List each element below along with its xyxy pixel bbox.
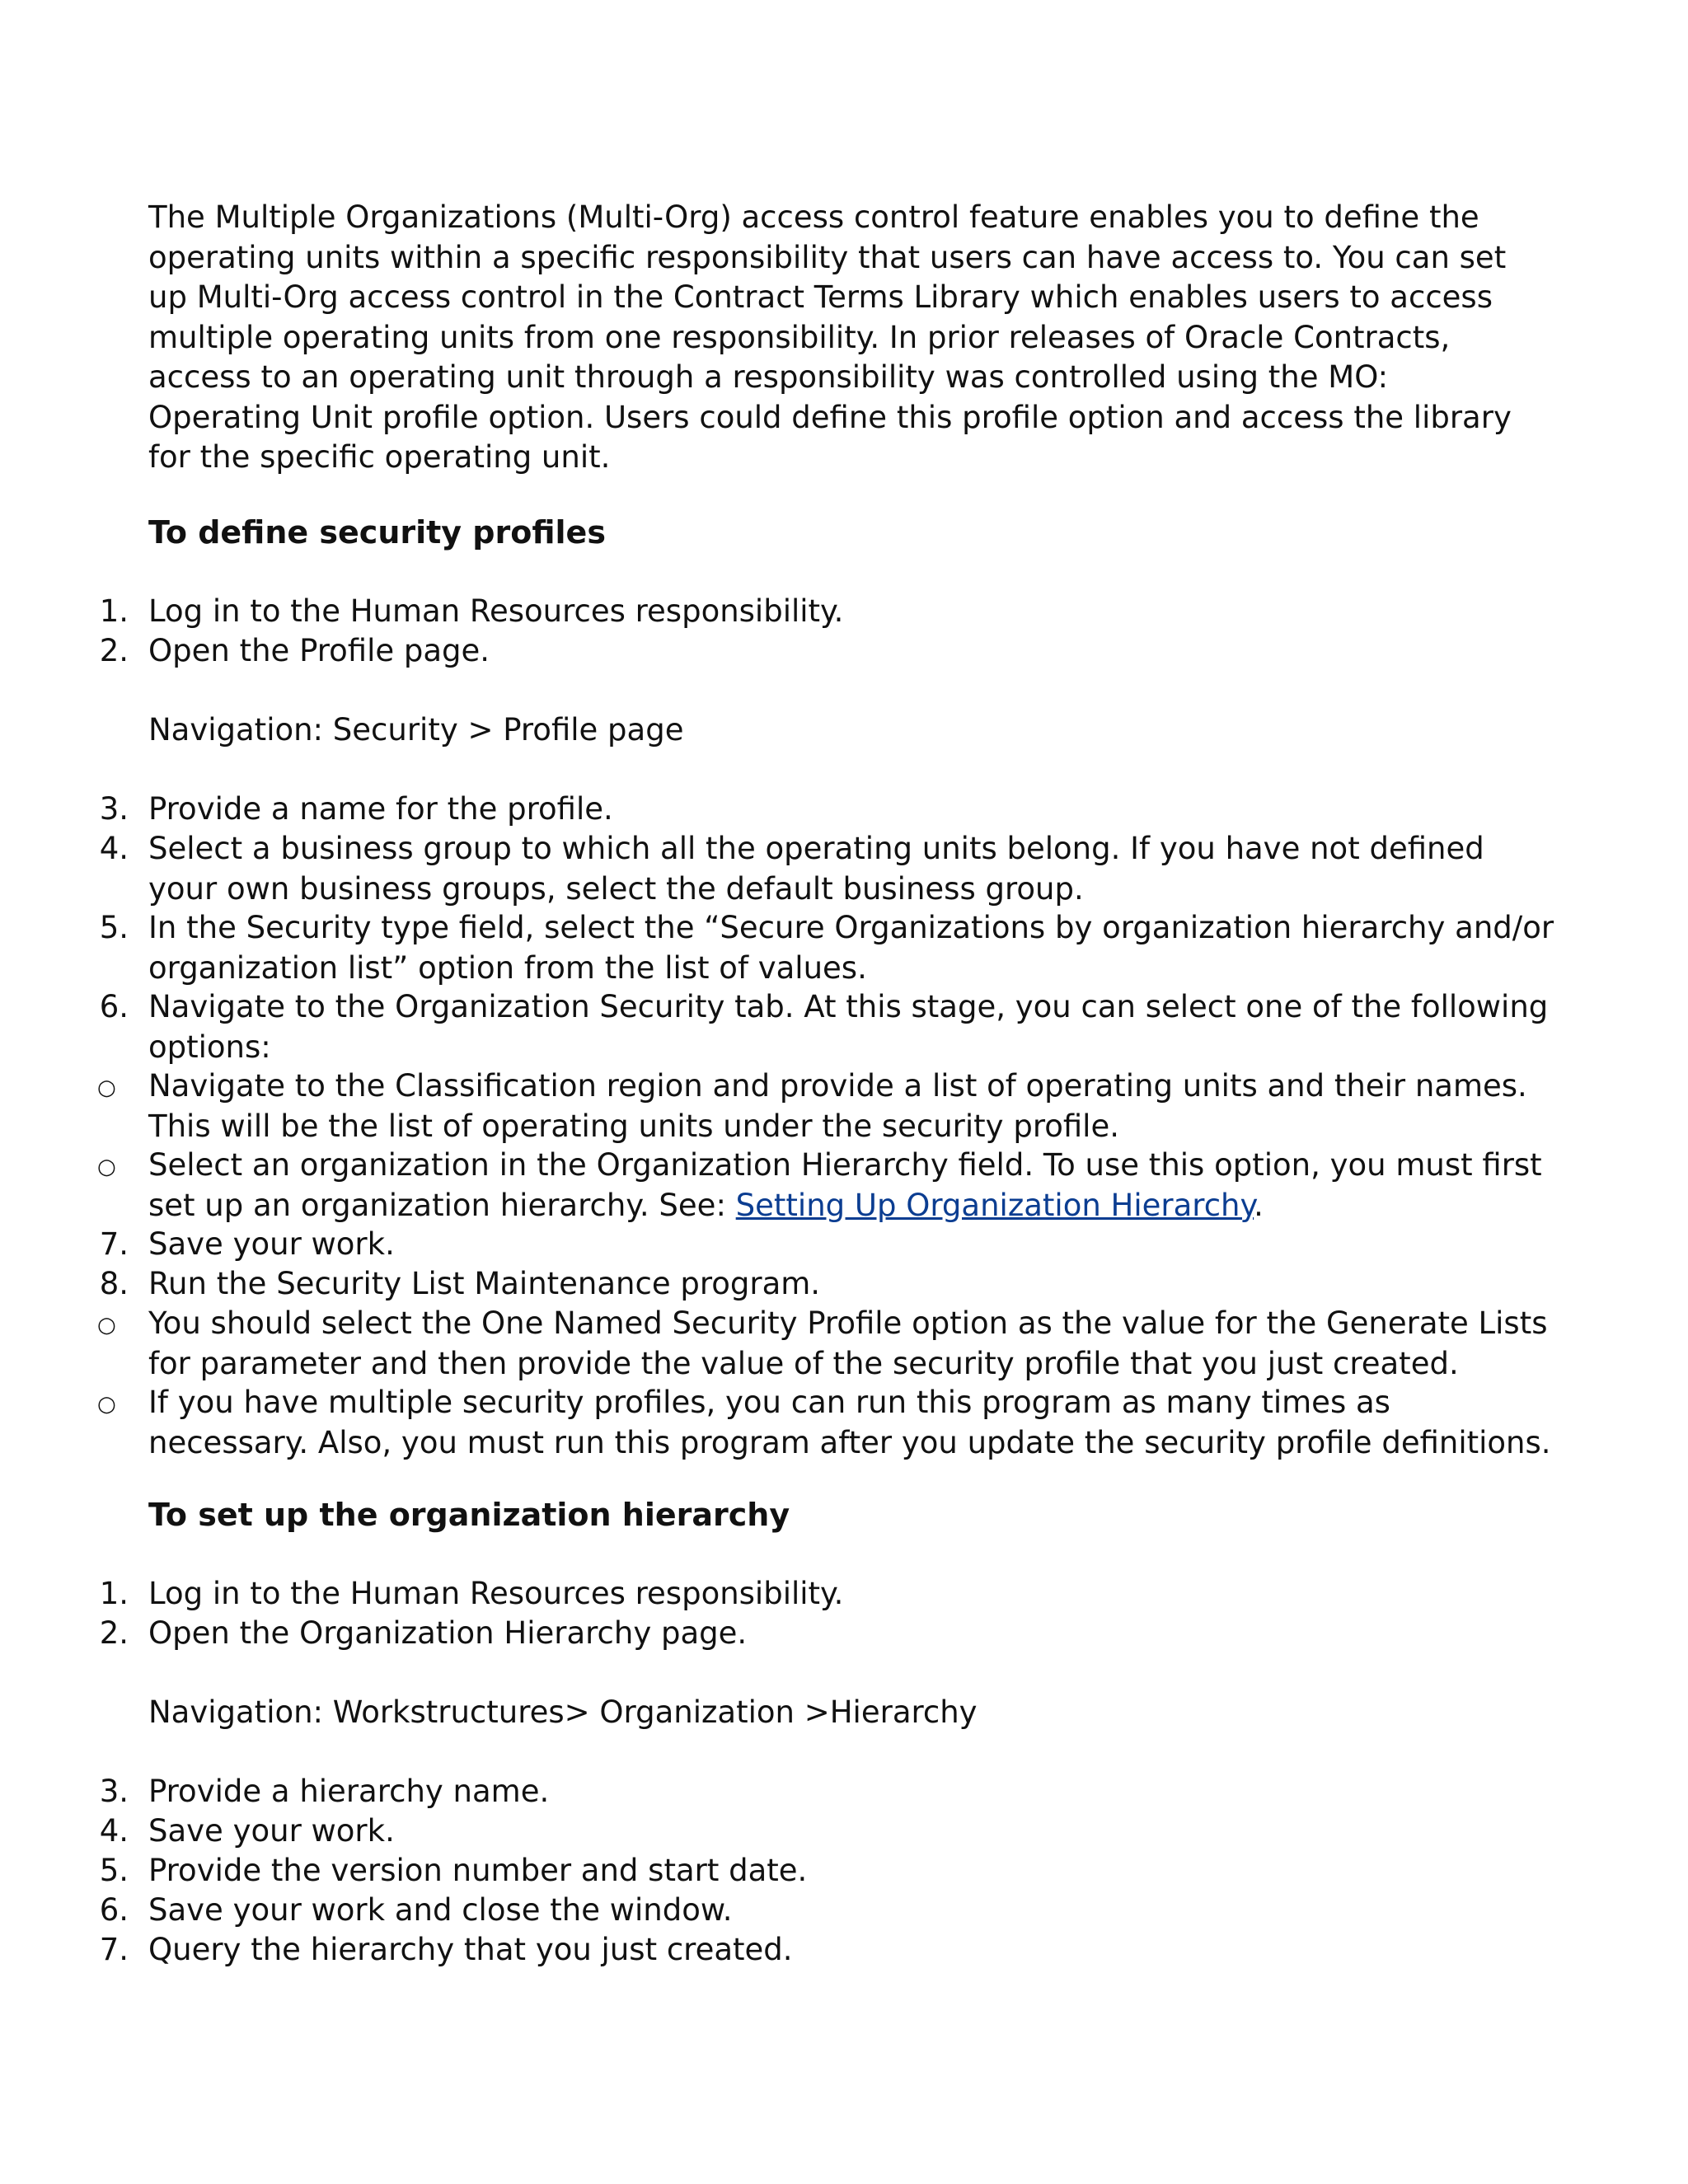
list-item-text: Select a business group to which all the operating units belong. If you have not defined your own business groups, select the default business group. xyxy=(148,831,1484,907)
list-item xyxy=(99,631,1558,672)
list-item-text: Run the Security List Maintenance program. xyxy=(148,1266,821,1301)
list-number: 1. xyxy=(99,1576,129,1611)
list-item-text: Save your work and close the window. xyxy=(148,1892,733,1928)
list-number: 2. xyxy=(99,1615,129,1651)
list-item-text: Log in to the Human Resources responsibility. xyxy=(148,1576,844,1611)
list-item-text: Query the hierarchy that you just created. xyxy=(148,1932,793,1967)
list-item-text: Open the Organization Hierarchy page. xyxy=(148,1615,748,1651)
list-item-text: You should select the One Named Security Profile option as the value for the Generate Lists for parameter and then provide the value of the security profile that you just created. xyxy=(148,1305,1548,1381)
list-item xyxy=(99,1851,1558,1891)
setting-up-organization-hierarchy-link[interactable]: Setting Up Organization Hierarchy xyxy=(735,1187,1254,1223)
list-item xyxy=(99,908,1558,988)
list-number: 4. xyxy=(99,831,129,866)
sub-list-item xyxy=(97,1146,1558,1226)
list-item-text: Select an organization in the Organization Hierarchy field. To use this option, you must first set up an organization hierarchy. See: xyxy=(148,1147,1542,1223)
intro-paragraph: The Multiple Organizations (Multi-Org) access control feature enables you to define the operating units within a specific responsibility that users can have access to. You can set up Multi-Org access control in the Contract Terms Library which enables users to access multiple operating units from one responsibility. In prior releases of Oracle Contracts, access to an operating unit through a responsibility was controlled using the MO: Operating Unit profile option. Users could define this profile option and access the library for the specific operating unit. xyxy=(148,199,1512,475)
list-item-text-end: . xyxy=(1254,1187,1264,1223)
section-heading-security-profiles: To define security profiles xyxy=(148,514,606,551)
list-item xyxy=(99,1930,1558,1971)
list-item-text: Open the Profile page. xyxy=(148,633,490,668)
sub-list-item xyxy=(97,1383,1558,1463)
list-number: 6. xyxy=(99,1892,129,1928)
list-item xyxy=(99,1264,1558,1305)
list-item-text: Log in to the Human Resources responsibility. xyxy=(148,593,844,629)
list-item xyxy=(99,1772,1558,1812)
list-number: 8. xyxy=(99,1266,129,1301)
list-item xyxy=(99,1225,1558,1265)
list-item xyxy=(99,1891,1558,1931)
list-item xyxy=(99,1574,1558,1615)
section-heading-organization-hierarchy: To set up the organization hierarchy xyxy=(148,1497,790,1533)
list-item-text: Provide the version number and start date. xyxy=(148,1853,808,1888)
sub-list-item xyxy=(97,1066,1558,1146)
list-number: 3. xyxy=(99,1774,129,1809)
circle-bullet-icon: ○ xyxy=(97,1155,116,1179)
list-item xyxy=(99,790,1558,830)
list-number: 3. xyxy=(99,791,129,827)
list-number: 7. xyxy=(99,1226,129,1262)
navigation-path: Navigation: Security > Profile page xyxy=(148,712,684,748)
list-item-text: In the Security type field, select the “Secure Organizations by organization hierarchy and/or organization list” option from the list of values. xyxy=(148,910,1554,986)
list-item-text: Navigate to the Classification region and provide a list of operating units and their names. This will be the list of operating units under the security profile. xyxy=(148,1068,1527,1144)
list-item-text: If you have multiple security profiles, you can run this program as many times as necessary. Also, you must run this program after you update the security profile definitions. xyxy=(148,1385,1551,1460)
list-item-text: Navigate to the Organization Security tab. At this stage, you can select one of the following options: xyxy=(148,989,1549,1065)
list-item xyxy=(99,592,1558,632)
list-item-text: Provide a hierarchy name. xyxy=(148,1774,550,1809)
circle-bullet-icon: ○ xyxy=(97,1313,116,1338)
list-number: 6. xyxy=(99,989,129,1024)
list-item-text: Save your work. xyxy=(148,1813,395,1849)
list-item xyxy=(99,1811,1558,1852)
list-number: 2. xyxy=(99,633,129,668)
list-number: 5. xyxy=(99,1853,129,1888)
list-number: 1. xyxy=(99,593,129,629)
circle-bullet-icon: ○ xyxy=(97,1076,116,1100)
list-item-text: Provide a name for the profile. xyxy=(148,791,613,827)
list-number: 7. xyxy=(99,1932,129,1967)
circle-bullet-icon: ○ xyxy=(97,1392,116,1417)
list-number: 5. xyxy=(99,910,129,945)
list-item xyxy=(99,829,1558,909)
list-item-text: Save your work. xyxy=(148,1226,395,1262)
sub-list-item xyxy=(97,1304,1558,1384)
list-number: 4. xyxy=(99,1813,129,1849)
navigation-path: Navigation: Workstructures> Organization >Hierarchy xyxy=(148,1694,978,1730)
list-item xyxy=(99,987,1558,1067)
list-item xyxy=(99,1614,1558,1654)
